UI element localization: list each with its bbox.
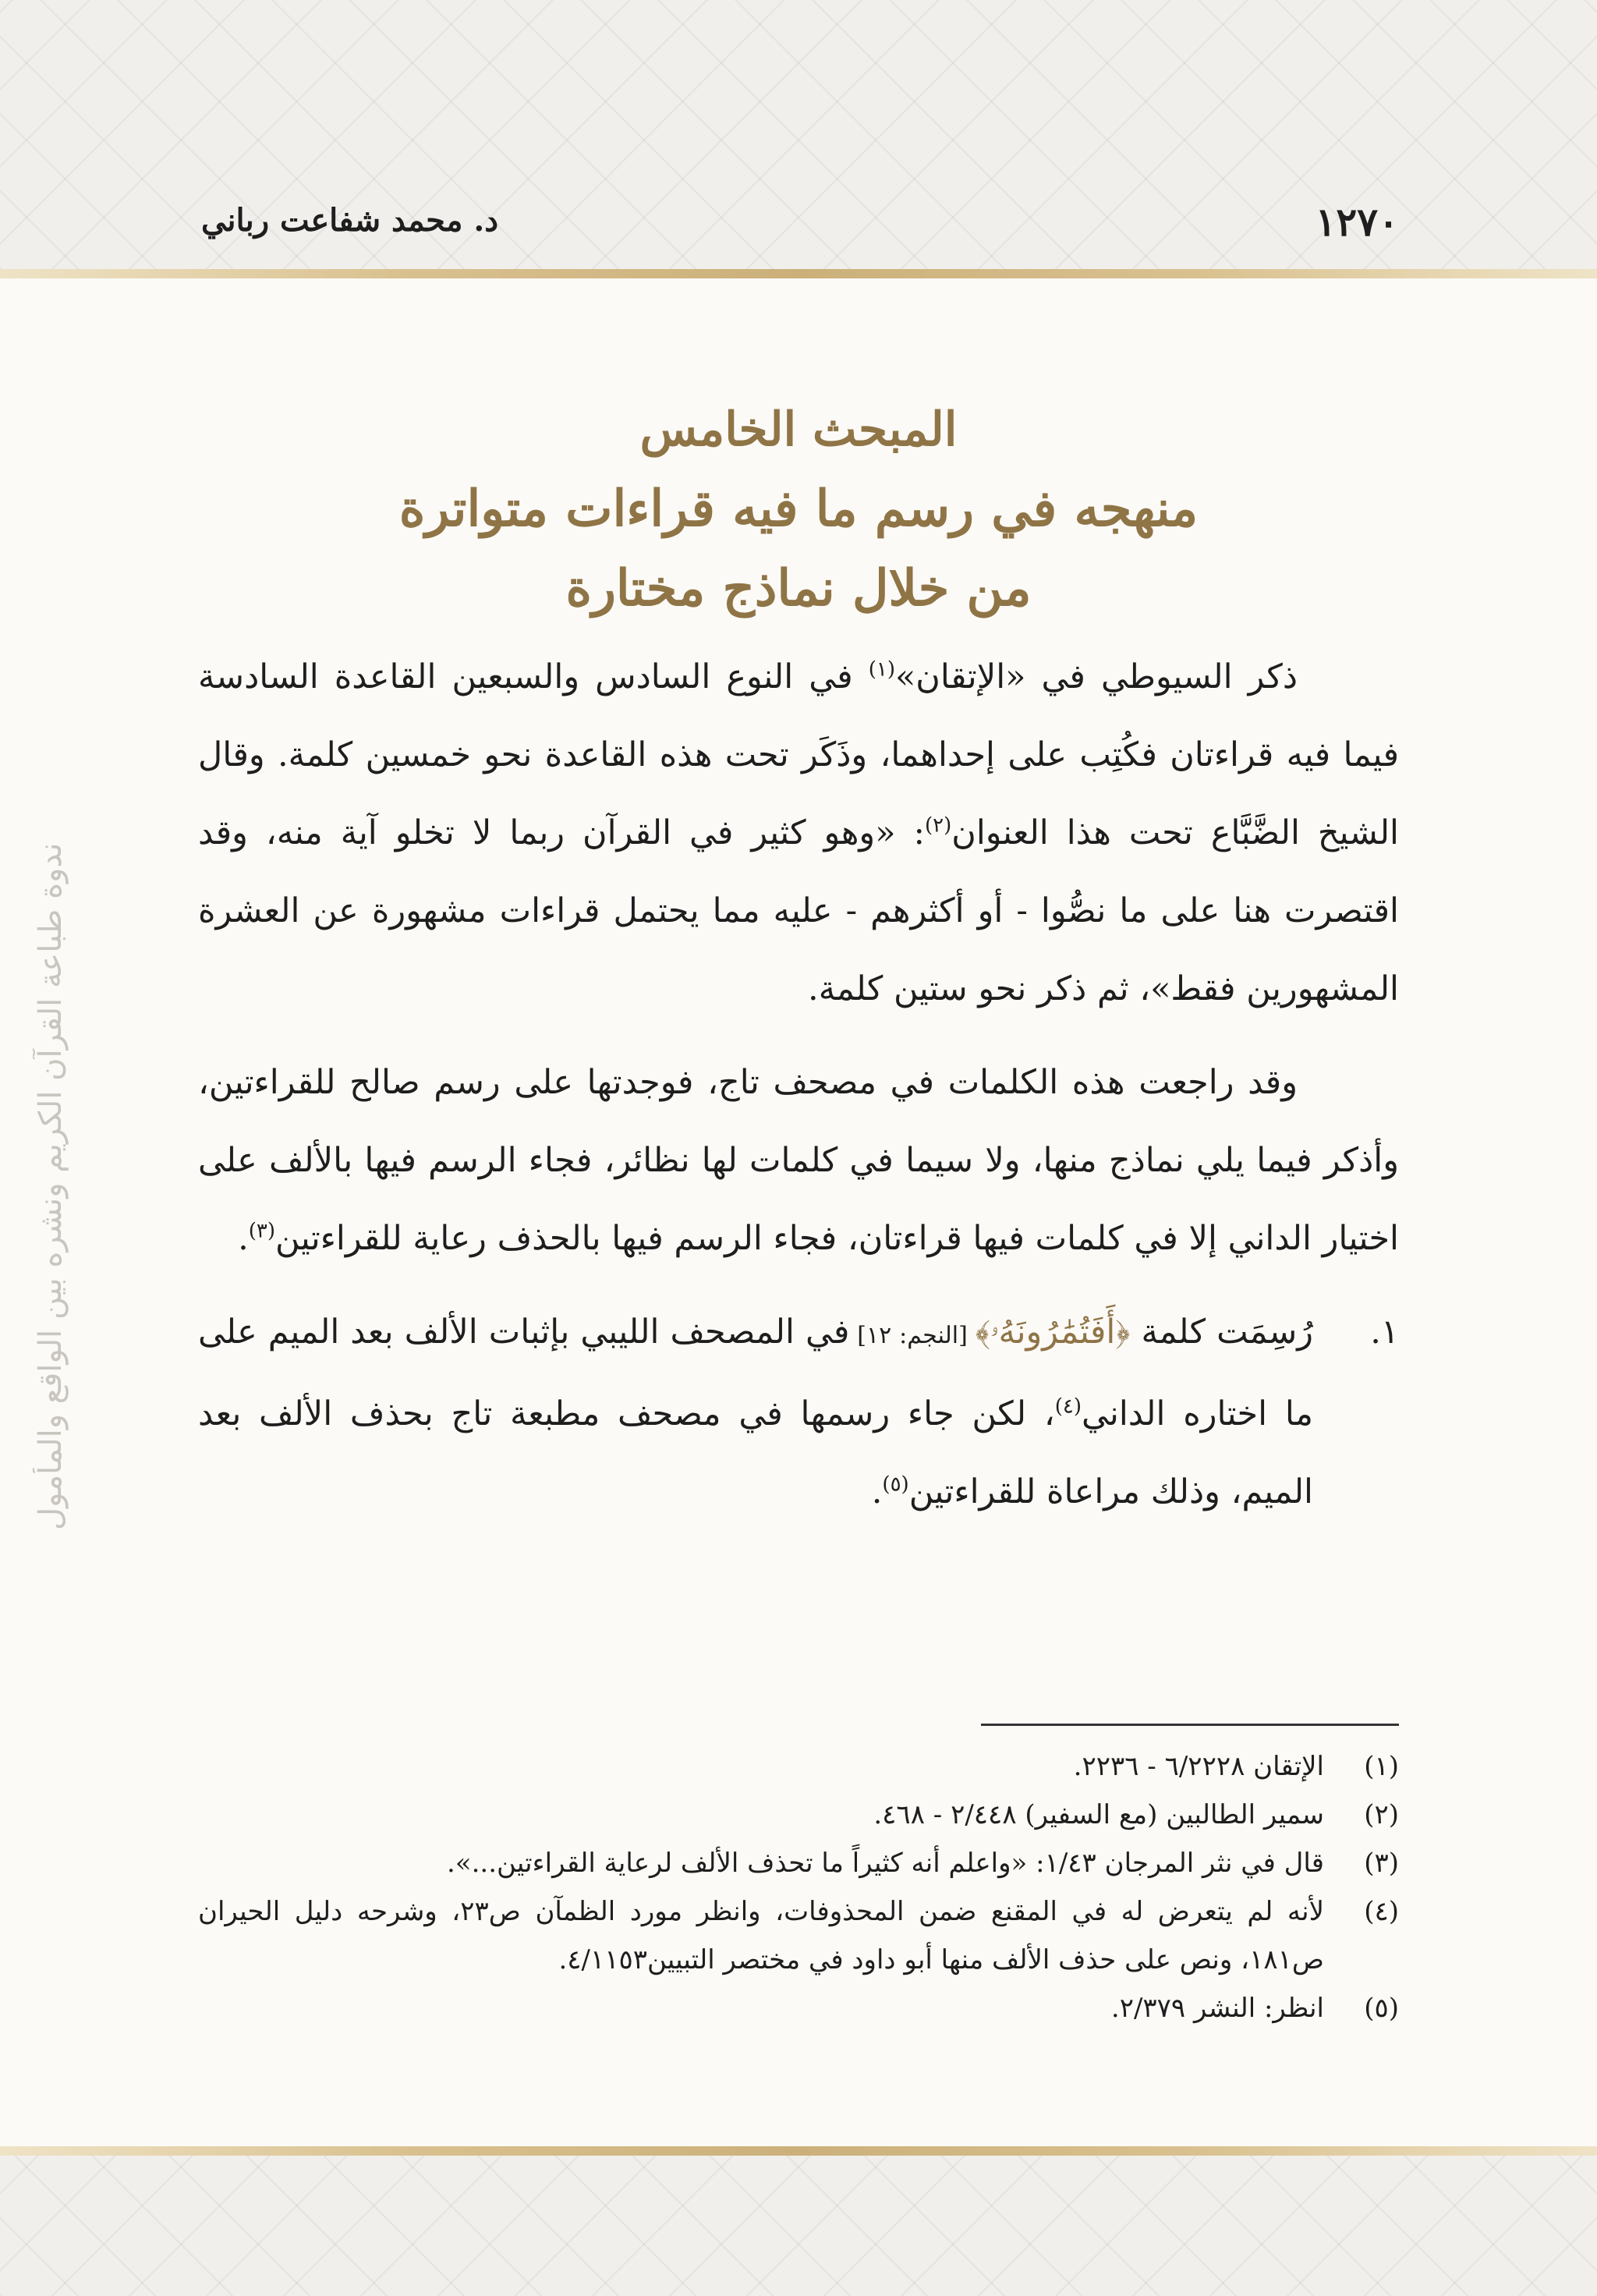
footnote xyxy=(198,1742,1399,1791)
footnote-separator xyxy=(981,1724,1399,1726)
list-item-text-d: . xyxy=(871,1472,883,1511)
surah-reference: [النجم: ١٢] xyxy=(849,1322,976,1349)
footnote-text: قال في نثر المرجان ١/٤٣: «واعلم أنه كثيراً ما تحذف الألف لرعاية القراءتين...». xyxy=(447,1848,1324,1879)
title-line-1: المبحث الخامس xyxy=(639,402,958,457)
footnote-ref-3[interactable]: (٣) xyxy=(248,1219,276,1243)
page-number: ١٢٧٠ xyxy=(1315,199,1399,245)
paragraph-2-text-a: وقد راجعت هذه الكلمات في مصحف تاج، فوجدتها على رسم صالح للقراءتين، وأذكر فيما يلي نماذج منها، ولا سيما في كلمات لها نظائر، فجاء الرسم فيها بالألف على اختيار الداني إلا في كلمات فيها قراءتان، فجاء الرسم فيها بالحذف رعاية للقراءتين xyxy=(198,1063,1399,1258)
side-watermark: ندوة طباعة القرآن الكريم ونشره بين الواقع والمأمول xyxy=(33,842,69,1530)
footnote-text: الإتقان ٦/٢٢٢٨ - ٢٢٣٦. xyxy=(1073,1751,1324,1782)
paragraph-1-text-c: : «وهو كثير في القرآن ربما لا تخلو آية منه، وقد اقتصرت هنا على ما نصُّوا - أو أكثرهم - عليه مما يحتمل قراءات مشهورة عن العشرة المشهورين فقط»، ثم ذكر نحو ستين كلمة. xyxy=(198,813,1399,1008)
bottom-decorative-pattern xyxy=(0,2148,1597,2296)
list-item-number: ١. xyxy=(1370,1313,1399,1352)
footnote xyxy=(198,1887,1399,1984)
header-gold-rule xyxy=(0,269,1597,278)
title-line-3: من خلال نماذج مختارة xyxy=(565,559,1032,618)
footnote xyxy=(198,1984,1399,2032)
quran-word: ﴿أَفَتُمَٰرُونَهُۥ﴾ xyxy=(975,1313,1131,1352)
paragraph-1-text-a: ذكر السيوطي في «الإتقان» xyxy=(894,657,1298,696)
footnote xyxy=(198,1791,1399,1839)
footnote-number: (٥) xyxy=(1364,1993,1399,2024)
paragraph-1 xyxy=(198,638,1399,1028)
list-item-text-b: في المصحف الليبي بإثبات الألف بعد الميم على ما اختاره الداني xyxy=(198,1313,1313,1433)
main-content xyxy=(198,390,1399,1531)
footnote-number: (٤) xyxy=(1364,1896,1399,1927)
paragraph-2 xyxy=(198,1043,1399,1277)
footnote-ref-5[interactable]: (٥) xyxy=(882,1472,909,1497)
list-item-text-c: ، لكن جاء رسمها في مصحف مطبعة تاج بحذف الألف بعد الميم، وذلك مراعاة للقراءتين xyxy=(198,1394,1313,1511)
footnote-number: (٢) xyxy=(1364,1799,1399,1830)
running-author: د. محمد شفاعت رباني xyxy=(201,202,499,239)
section-title xyxy=(198,390,1399,629)
title-line-2: منهجه في رسم ما فيه قراءات متواترة xyxy=(398,480,1199,538)
footer-gold-rule xyxy=(0,2146,1597,2156)
paragraph-1-text-b: في النوع السادس والسبعين القاعدة السادسة فيما فيه قراءتان فكُتِب على إحداهما، وذَكَر تحت هذه القاعدة نحو خمسين كلمة. وقال الشيخ الضَّبَّاع تحت هذا العنوان xyxy=(198,657,1399,852)
footnote-number: (١) xyxy=(1364,1751,1399,1782)
footnote-ref-2[interactable]: (٢) xyxy=(924,813,952,838)
footnote-number: (٣) xyxy=(1364,1848,1399,1879)
paragraph-2-text-b: . xyxy=(238,1219,249,1258)
footnote-ref-4[interactable]: (٤) xyxy=(1054,1394,1082,1419)
list-item-text-a: رُسِمَت كلمة xyxy=(1130,1313,1313,1352)
footnote-text: سمير الطالبين (مع السفير) ٢/٤٤٨ - ٤٦٨. xyxy=(873,1799,1324,1830)
footnote xyxy=(198,1839,1399,1887)
list-item xyxy=(198,1293,1399,1531)
footnotes xyxy=(198,1742,1399,2032)
running-header xyxy=(0,199,1597,261)
footnote-text: انظر: النشر ٢/٣٧٩. xyxy=(1110,1993,1324,2024)
footnote-ref-1[interactable]: (١) xyxy=(868,657,895,682)
footnote-text: لأنه لم يتعرض له في المقنع ضمن المحذوفات، وانظر مورد الظمآن ص٢٣، وشرحه دليل الحيران ص١٨١، ونص على حذف الألف منها أبو داود في مختصر التبيين٤/١١٥٣. xyxy=(198,1896,1324,1975)
